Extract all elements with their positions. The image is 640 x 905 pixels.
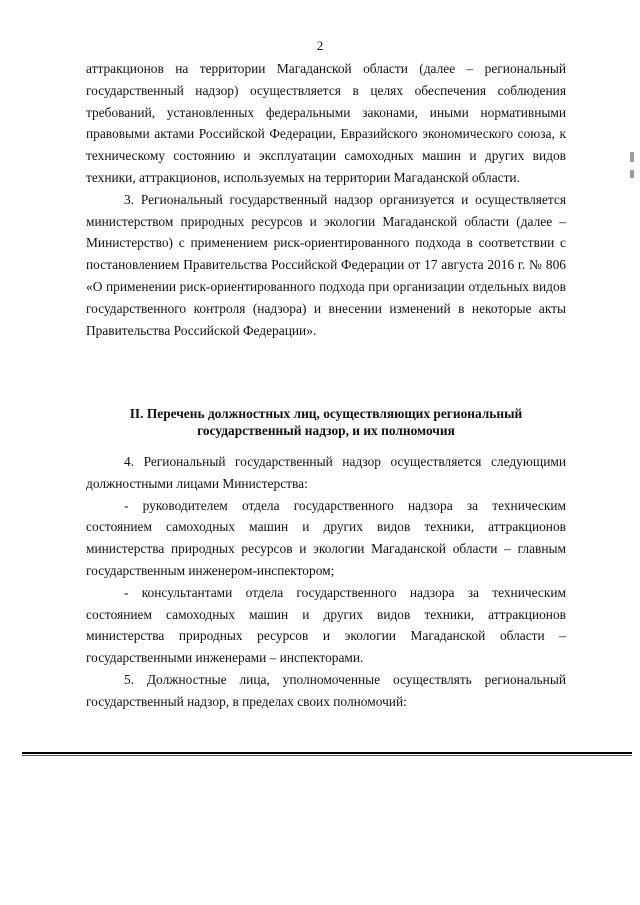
scan-bottom-rule <box>22 752 632 754</box>
scan-edge-mark <box>630 170 634 178</box>
scan-edge-mark <box>630 152 634 162</box>
paragraph-3: 3. Региональный государственный надзор организуется и осуществляется министерством природных ресурсов и экологии Магаданской области (далее – Министерство) с применением риск-ориентированного подхода в соответствии с постановлением Правительства Российской Федерации от 17 августа 2016 г. № 806 «О применении риск-ориентированного подхода при организации отдельных видов государственного контроля (надзора) и внесении изменений в некоторые акты Правительства Российской Федерации». <box>86 191 566 338</box>
document-body-top <box>86 58 566 341</box>
paragraph-4: 4. Региональный государственный надзор осуществляется следующими должностными лицами Министерства: <box>86 454 566 491</box>
list-item-consultants: - консультантами отдела государственного надзора за техническим состоянием самоходных машин и других видов техники, аттракционов министерства природных ресурсов и экологии Магаданской области – государственными инженерами – инспекторами. <box>86 584 566 666</box>
scan-bottom-rule-shadow <box>22 755 632 756</box>
paragraph-5: 5. Должностные лица, уполномоченные осуществлять региональный государственный надзор, в пределах своих полномочий: <box>86 671 566 709</box>
document-body-bottom <box>86 451 566 713</box>
paragraph-continuation: аттракционов на территории Магаданской области (далее – региональный государственный надзор) осуществляется в целях обеспечения соблюдения требований, установленных федеральными законами, иными нормативными правовыми актами Российской Федерации, Евразийского экономического союза, к техническому состоянию и эксплуатации самоходных машин и других видов техники, аттракционов, используемых на территории Магаданской области. <box>86 61 566 185</box>
list-item-head-of-department: - руководителем отдела государственного надзора за техническим состоянием самоходных машин и других видов техники, аттракционов министерства природных ресурсов и экологии Магаданской области – главным государственным инженером-инспектором; <box>86 497 566 578</box>
page-number: 2 <box>316 38 324 53</box>
section-heading: II. Перечень должностных лиц, осуществляющих региональный государственный надзор, и их полномочия <box>129 406 523 438</box>
